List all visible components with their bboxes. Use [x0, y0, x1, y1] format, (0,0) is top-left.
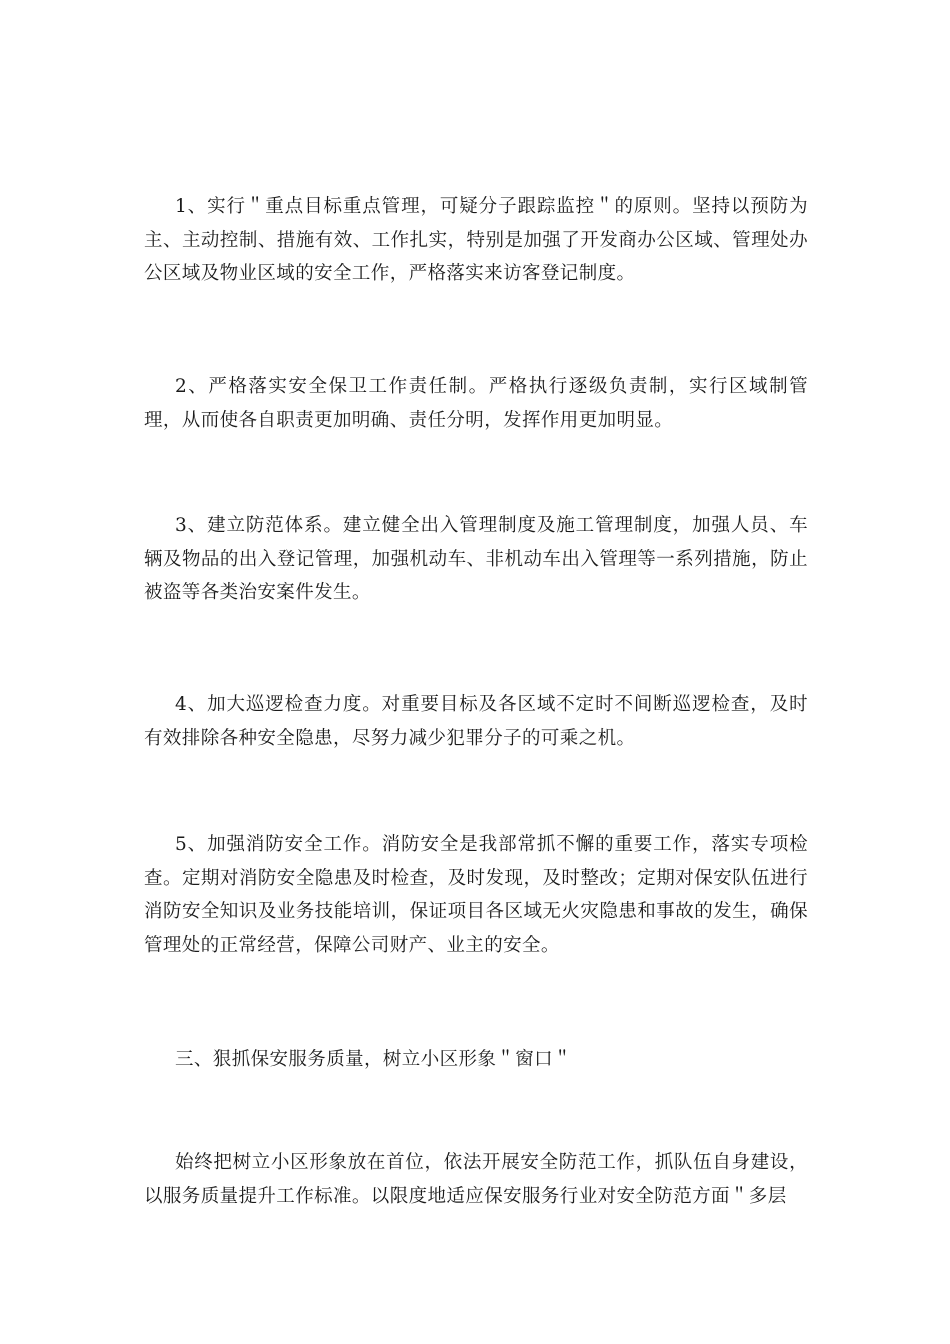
paragraph-item-1: 1、实行＂重点目标重点管理，可疑分子跟踪监控＂的原则。坚持以预防为主、主动控制、措施有效、工作扎实，特别是加强了开发商办公区域、管理处办公区域及物业区域的安全工作，严格落实来访客登记制度。: [144, 196, 808, 284]
paragraph-item-5: 5、加强消防安全工作。消防安全是我部常抓不懈的重要工作，落实专项检查。定期对消防安全隐患及时检查，及时发现，及时整改；定期对保安队伍进行消防安全知识及业务技能培训，保证项目各区域无火灾隐患和事故的发生，确保管理处的正常经营，保障公司财产、业主的安全。: [144, 834, 808, 956]
paragraph-item-3: 3、建立防范体系。建立健全出入管理制度及施工管理制度，加强人员、车辆及物品的出入登记管理，加强机动车、非机动车出入管理等一系列措施，防止被盗等各类治安案件发生。: [144, 515, 808, 603]
paragraph-item-4: 4、加大巡逻检查力度。对重要目标及各区域不定时不间断巡逻检查，及时有效排除各种安全隐患，尽努力减少犯罪分子的可乘之机。: [144, 694, 808, 749]
paragraph-item-2: 2、严格落实安全保卫工作责任制。严格执行逐级负责制，实行区域制管理，从而使各自职责更加明确、责任分明，发挥作用更加明显。: [144, 376, 808, 431]
section-intro-paragraph: 始终把树立小区形象放在首位，依法开展安全防范工作，抓队伍自身建设，以服务质量提升工作标准。以限度地适应保安服务行业对安全防范方面＂多层: [144, 1152, 808, 1207]
section-heading-three: 三、狠抓保安服务质量，树立小区形象＂窗口＂: [175, 1049, 572, 1070]
